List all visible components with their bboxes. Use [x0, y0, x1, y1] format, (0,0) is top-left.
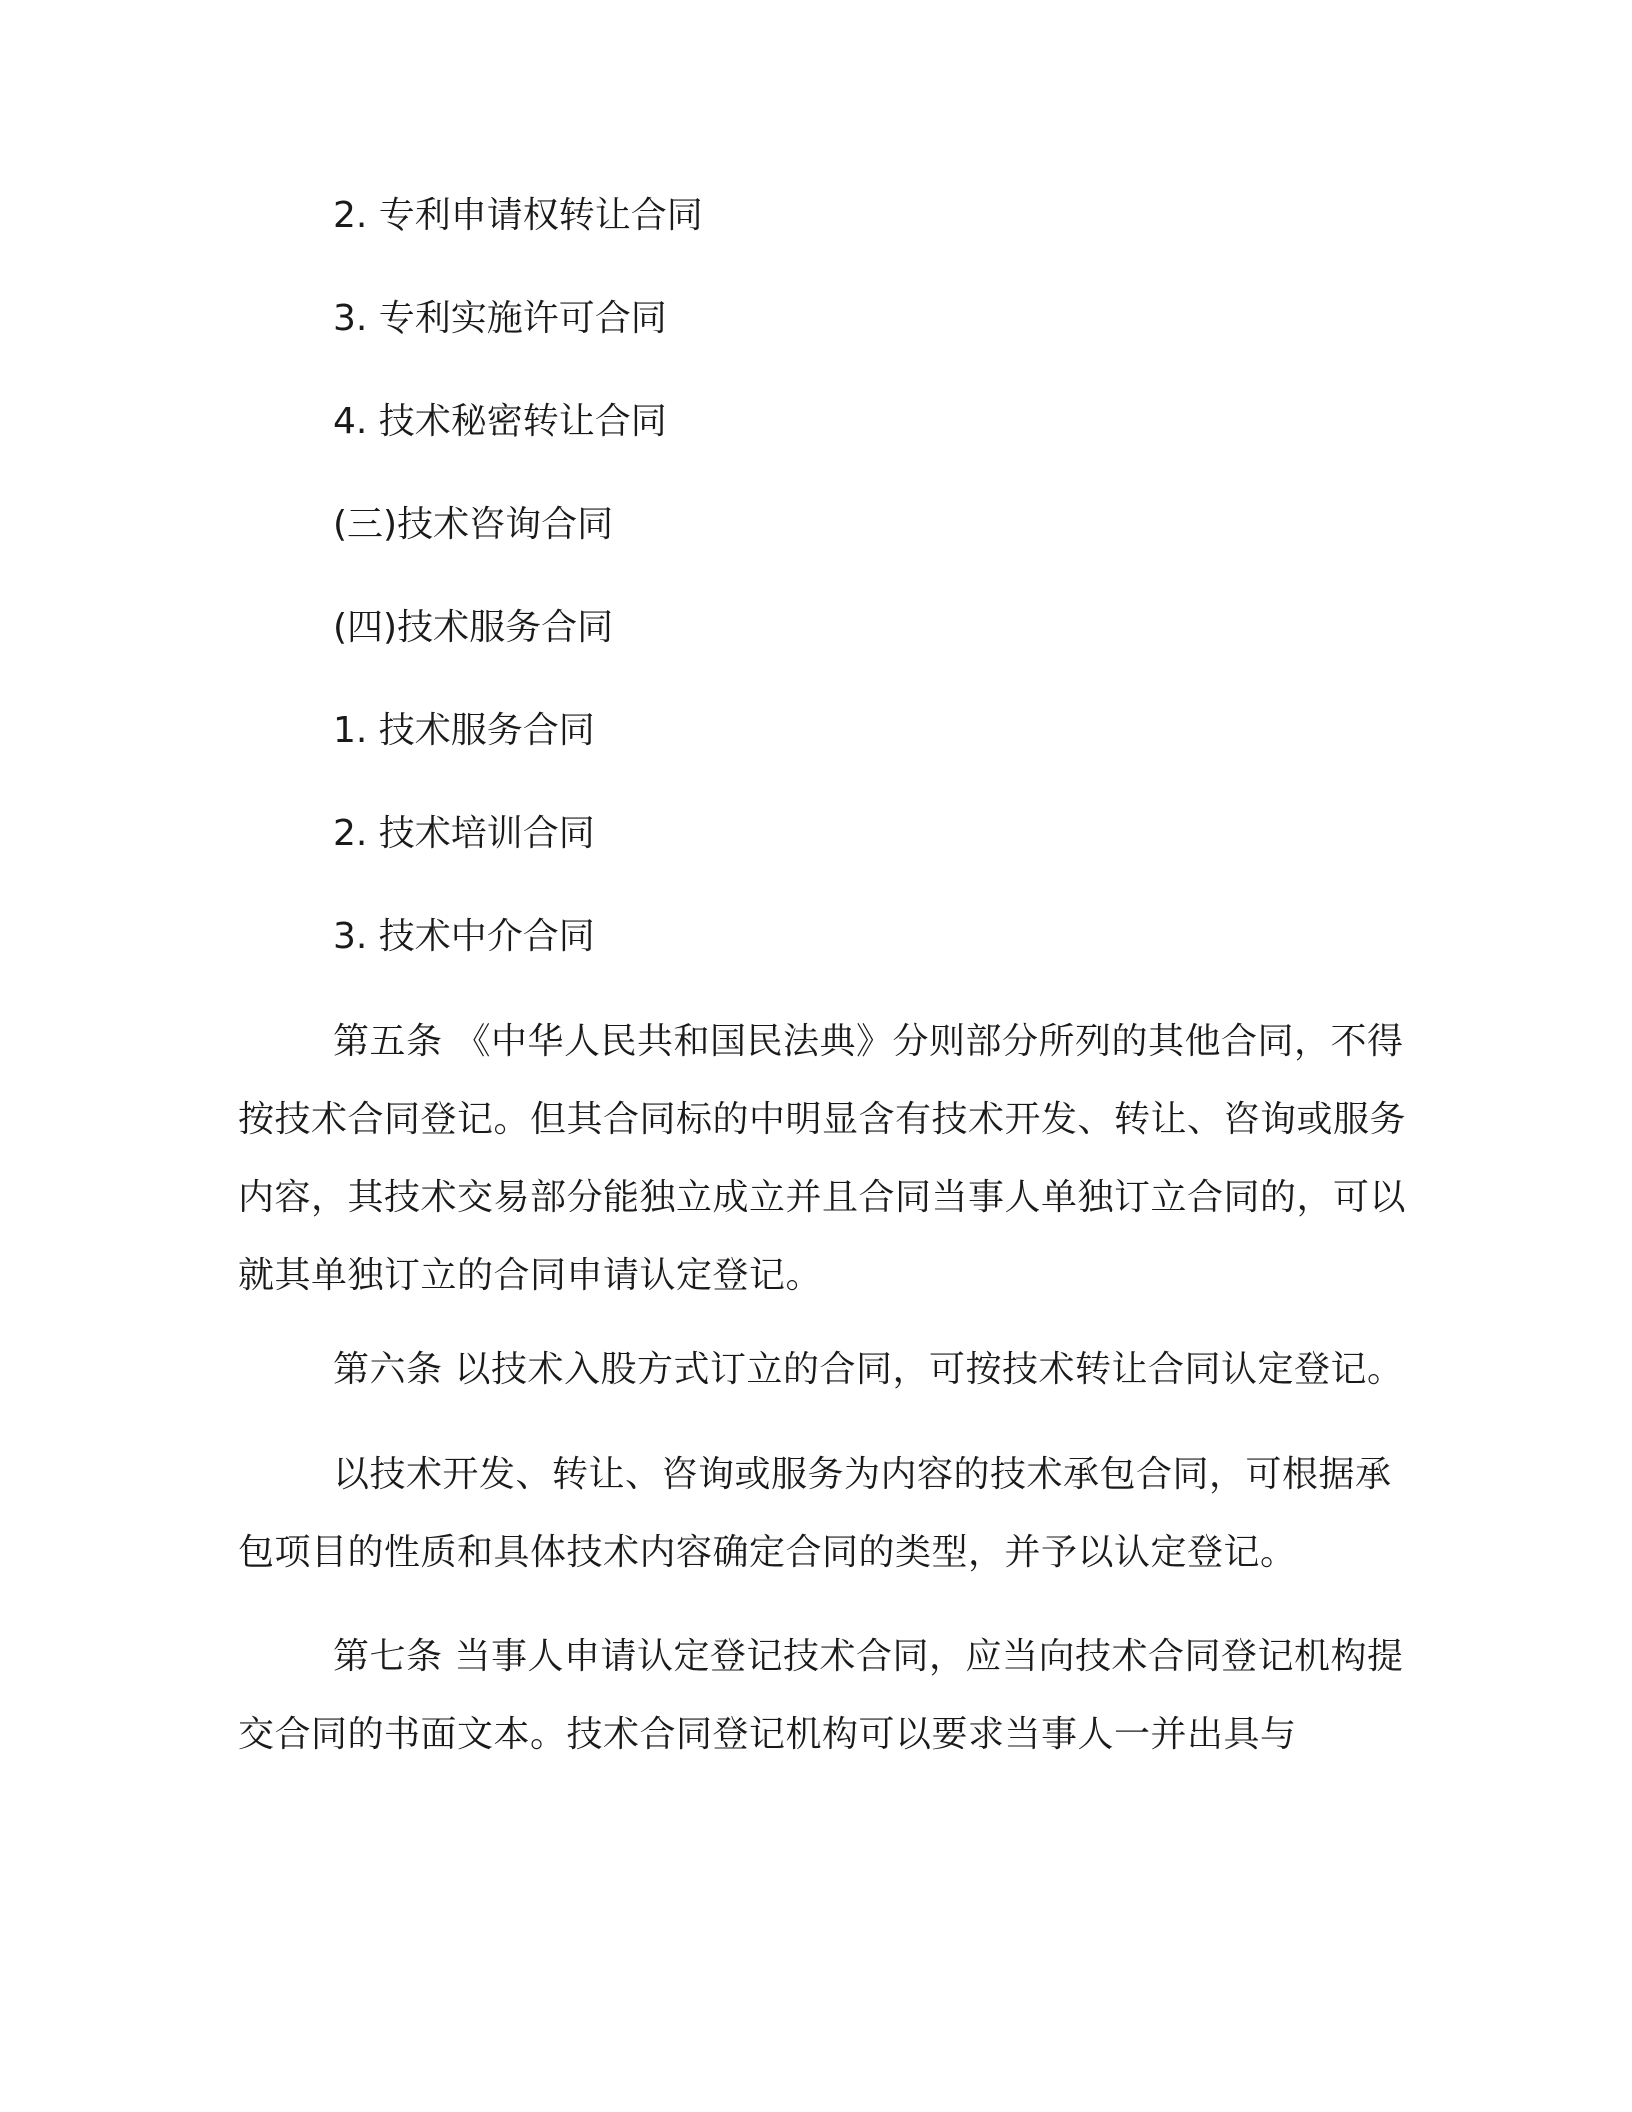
list-item-technical-training: 2. 技术培训合同	[333, 813, 595, 854]
list-item-technical-intermediary: 3. 技术中介合同	[333, 916, 595, 957]
paragraph-article-6: 第六条 以技术入股方式订立的合同，可按技术转让合同认定登记。	[333, 1349, 1404, 1390]
list-item-technical-service-contract: 1. 技术服务合同	[333, 710, 595, 751]
paragraph-article-5: 第五条 《中华人民共和国民法典》分则部分所列的其他合同，不得按技术合同登记。但其合同标的中明显含有技术开发、转让、咨询或服务内容，其技术交易部分能独立成立并且合同当事人单独订立合同的，可以就其单独订立的合同申请认定登记。	[238, 1021, 1407, 1296]
list-item-technical-secret-transfer: 4. 技术秘密转让合同	[333, 401, 667, 442]
list-item-technical-consulting: (三)技术咨询合同	[333, 504, 614, 545]
list-item-patent-license: 3. 专利实施许可合同	[333, 298, 667, 339]
paragraph-technical-contracting: 以技术开发、转让、咨询或服务为内容的技术承包合同，可根据承包项目的性质和具体技术内容确定合同的类型，并予以认定登记。	[238, 1454, 1392, 1573]
list-item-patent-application-transfer: 2. 专利申请权转让合同	[333, 195, 703, 236]
paragraph-article-7: 第七条 当事人申请认定登记技术合同，应当向技术合同登记机构提交合同的书面文本。技术合同登记机构可以要求当事人一并出具与	[238, 1636, 1404, 1755]
list-item-technical-service: (四)技术服务合同	[333, 607, 614, 648]
